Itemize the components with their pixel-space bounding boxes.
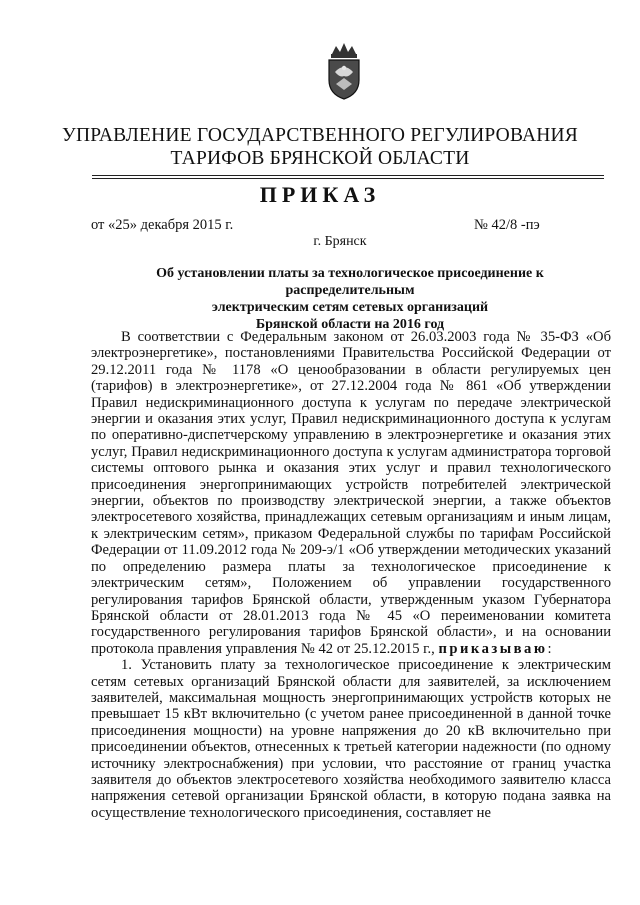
subject-line-3: Брянской области на 2016 год — [255, 317, 445, 332]
order-word: приказываю — [438, 640, 548, 657]
preamble-text: В соответствии с Федеральным законом от 26.03.2003 года № 35-ФЗ «Об электроэнергетике», постановлениями Правительства Российской Федерации от 29.12.2011 года № 1178 «О ценообразовании в области регулируемых цен (тарифов) в электроэнергетике», от 27.12.2004 года № 861 «Об утверждении Правил недискриминационного доступа к услугам по передаче электрической энергии и оказания этих услуг, Правил недискриминационного доступа к услугам по оперативно-диспетчерскому управлению в электроэнергетике и оказания этих услуг, Правил недискриминационного доступа к услугам администратора торговой системы оптового рынка и оказания этих услуг и правил технологического присоединения энергопринимающих устройств потребителей электрической энергии, объектов по производству электрической энергии, а также объектов электросетевого хозяйства, принадлежащих сетевым организациям и иным лицам, к электрическим сетям», приказом Федеральной службы по тарифам Российской Федерации от 11.09.2012 года № 209-э/1 «Об утверждении методических указаний по определению размера платы за технологическое присоединение к электрическим сетям», Положением об управлении государственного регулирования тарифов Брянской области, утвержденным указом Губернатора Брянской области от 28.01.2013 года № 45 «О переименовании комитета государственного регулирования тарифов Брянской области», и на основании протокола правления управления № 42 от 25.12.2015 г., — [91, 329, 611, 657]
header-rule-secondary — [92, 178, 604, 179]
org-name-line2: ТАРИФОВ БРЯНСКОЙ ОБЛАСТИ — [170, 148, 470, 169]
paragraph-preamble — [91, 329, 611, 657]
paragraph-item-1: 1. Установить плату за технологическое присоединение к электрическим сетям сетевых организаций Брянской области для заявителей, за исключением заявителей, максимальная мощность энергопринимающих устройств которых не превышает 15 кВт включительно (с учетом ранее присоединенной в данной точке присоединения мощности) на уровне напряжения до 20 кВ включительно при присоединении объектов, отнесенных к третьей категории надежности (по одному источнику электроснабжения) при условии, что расстояние от границ участка заявителя до объектов электросетевого хозяйства необходимого заявителю класса напряжения сетевой организации Брянской области, в которую подана заявка на осуществление технологического присоединения, составляет не — [91, 657, 611, 821]
header-rule — [92, 175, 604, 176]
order-colon: : — [547, 640, 552, 657]
document-title: ПРИКАЗ — [259, 182, 381, 207]
document-body — [91, 329, 611, 821]
coat-of-arms-icon — [324, 40, 364, 100]
document-date: от «25» декабря 2015 г. — [91, 217, 234, 233]
subject-line-2: электрическим сетям сетевых организаций — [211, 300, 489, 315]
org-name-line1: УПРАВЛЕНИЕ ГОСУДАРСТВЕННОГО РЕГУЛИРОВАНИЯ — [62, 125, 578, 146]
subject-line-1: Об установлении платы за технологическое присоединение к распределительным — [156, 266, 544, 298]
document-city: г. Брянск — [313, 234, 367, 249]
document-subject — [92, 265, 608, 333]
document-number: № 42/8 -пэ — [474, 217, 540, 233]
